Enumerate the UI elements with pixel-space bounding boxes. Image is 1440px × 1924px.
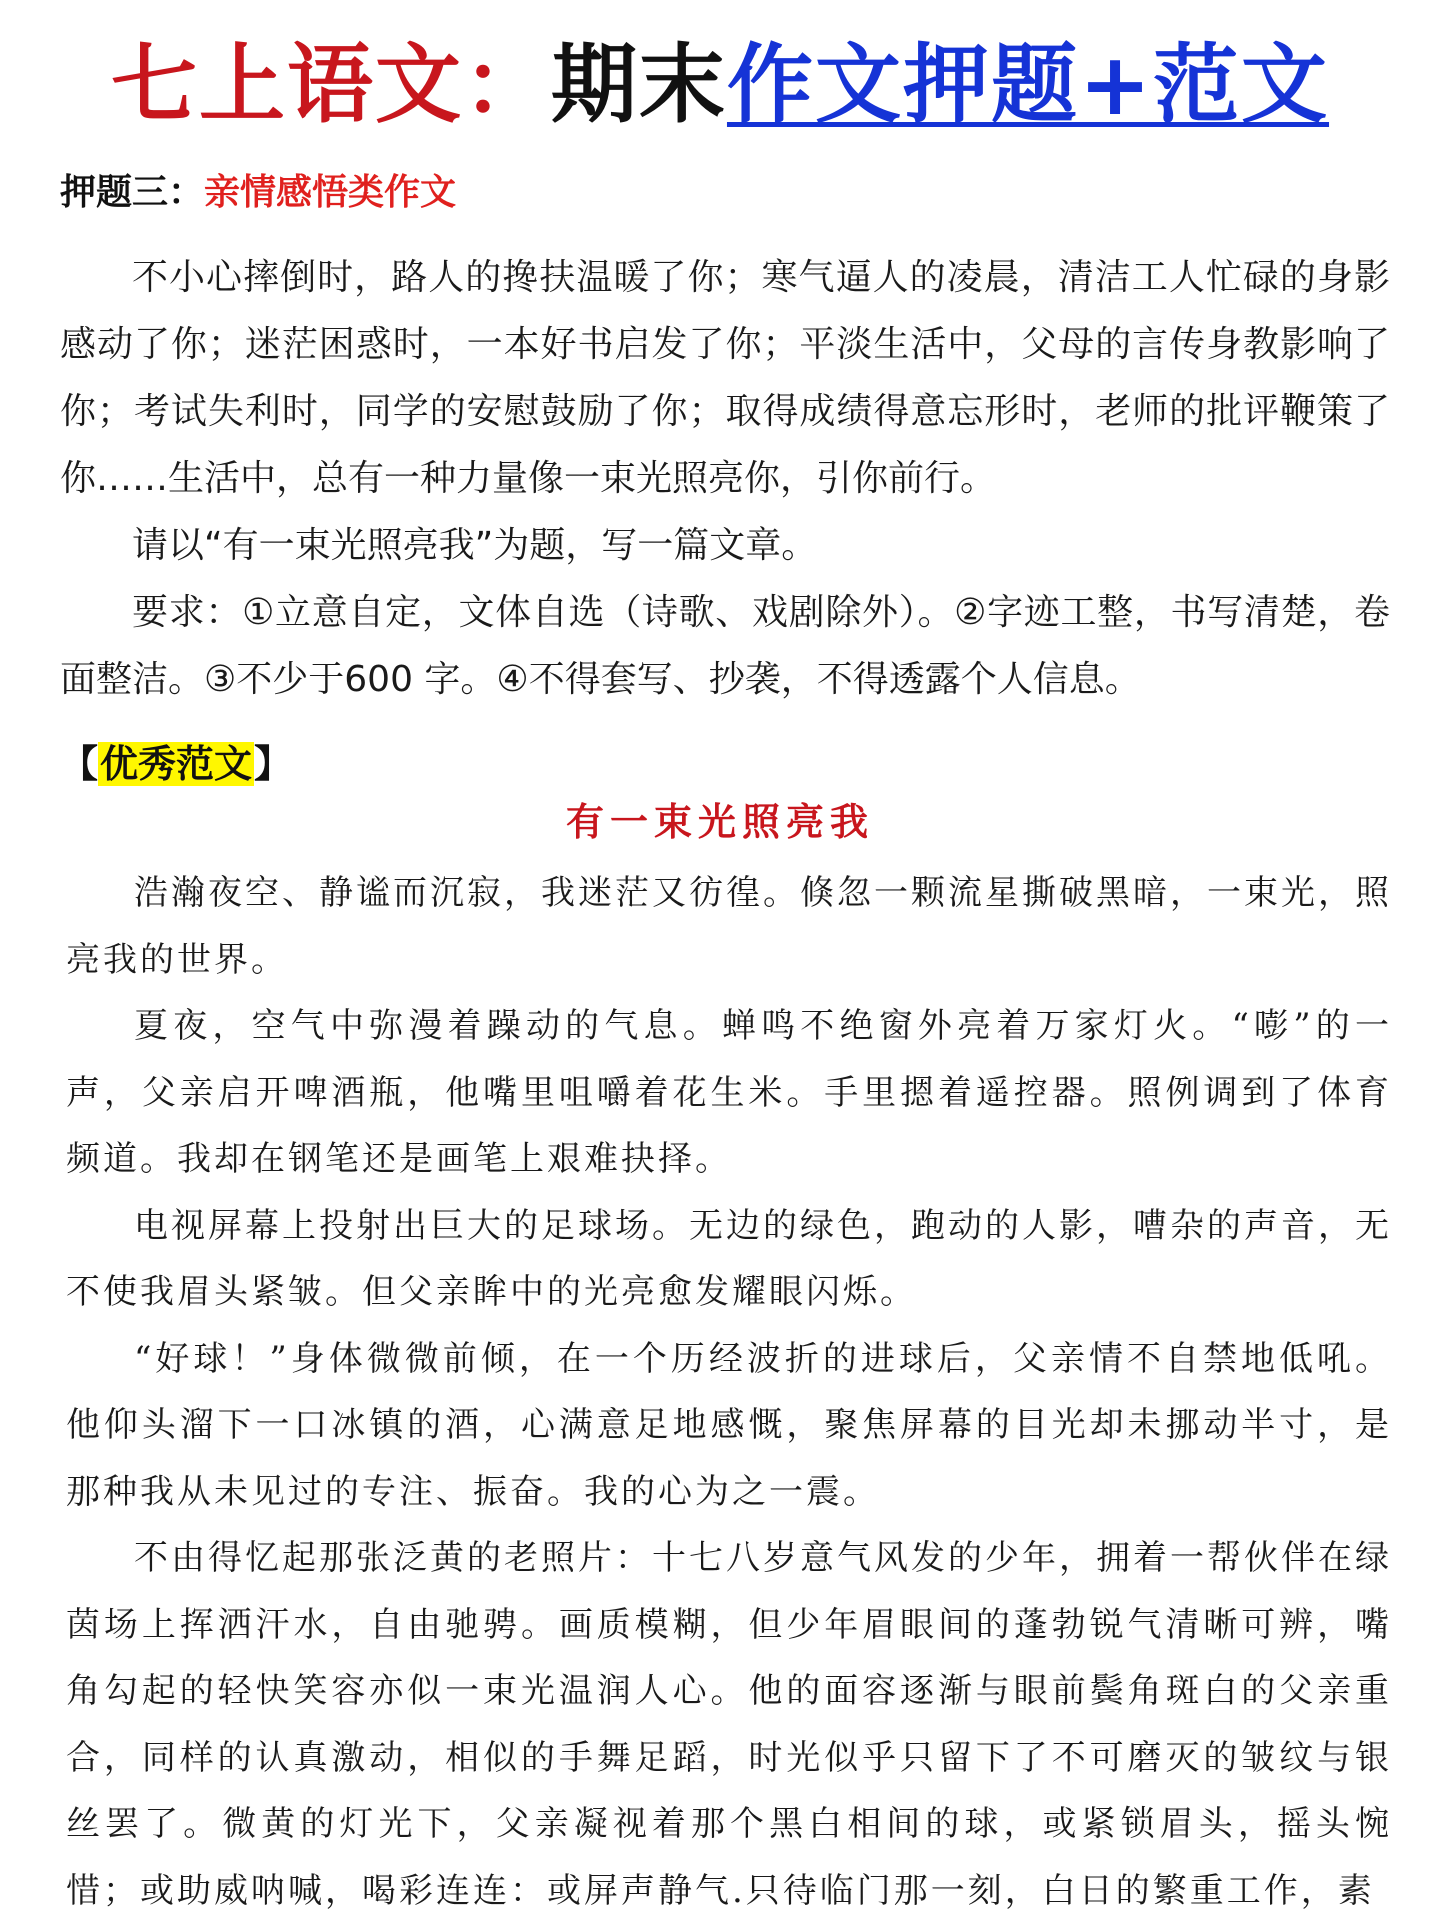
title-topic: 作文押题+范文 bbox=[726, 35, 1330, 135]
essay-paragraph: “好球！”身体微微前倾，在一个历经波折的进球后，父亲情不自禁地低吼。他仰头溜下一口冰镇的酒，心满意足地感慨，聚焦屏幕的目光却未挪动半寸，是那种我从未见过的专注、振奋。我的心为之一震。 bbox=[66, 1338, 1392, 1512]
prompt-instruction: 请以“有一束光照亮我”为题，写一篇文章。 bbox=[132, 525, 818, 566]
section-label: 押题三： bbox=[60, 172, 205, 213]
title-term: 期末 bbox=[550, 35, 727, 135]
section-topic: 亲情感悟类作文 bbox=[204, 172, 457, 213]
sample-essay-tag bbox=[60, 736, 292, 792]
essay-body bbox=[66, 860, 1392, 1924]
bracket-close: 】 bbox=[254, 742, 293, 786]
section-heading bbox=[60, 168, 456, 218]
essay-paragraph: 夏夜，空气中弥漫着躁动的气息。蝉鸣不绝窗外亮着万家灯火。“嘭”的一声，父亲启开啤酒瓶，他嘴里咀嚼着花生米。手里摁着遥控器。照例调到了体育频道。我却在钢笔还是画笔上艰难抉择。 bbox=[66, 1006, 1392, 1179]
essay-paragraph: 电视屏幕上投射出巨大的足球场。无边的绿色，跑动的人影，嘈杂的声音，无不使我眉头紧皱。但父亲眸中的光亮愈发耀眼闪烁。 bbox=[66, 1205, 1392, 1312]
page-title bbox=[0, 30, 1440, 140]
prompt-paragraph: 不小心摔倒时，路人的搀扶温暖了你；寒气逼人的凌晨，清洁工人忙碌的身影感动了你；迷茫困惑时，一本好书启发了你；平淡生活中，父母的言传身教影响了你；考试失利时，同学的安慰鼓励了你；取得成绩得意忘形时，老师的批评鞭策了你……生活中，总有一种力量像一束光照亮你，引你前行。 bbox=[60, 257, 1390, 499]
essay-title: 有一束光照亮我 bbox=[565, 799, 874, 844]
essay-paragraph: 不由得忆起那张泛黄的老照片：十七八岁意气风发的少年，拥着一帮伙伴在绿茵场上挥洒汗水，自由驰骋。画质模糊，但少年眉眼间的蓬勃锐气清晰可辨，嘴角勾起的轻快笑容亦似一束光温润人心。他的面容逐渐与眼前鬓角斑白的父亲重合，同样的认真激动，相似的手舞足蹈，时光似乎只留下了不可磨灭的皱纹与银丝罢了。微黄的灯光下，父亲凝视着那个黑白相间的球，或紧锁眉头，摇头惋惜；或助威呐喊，喝彩连连：或屏声静气.只待临门那一刻，白日的繁重工作，素 bbox=[66, 1538, 1392, 1911]
essay-paragraph: 浩瀚夜空、静谧而沉寂，我迷茫又彷徨。倏忽一颗流星撕破黑暗，一束光，照亮我的世界。 bbox=[66, 873, 1392, 980]
sample-label-highlight: 优秀范文 bbox=[100, 742, 253, 786]
essay-prompt bbox=[60, 244, 1390, 713]
prompt-requirements: 要求：①立意自定，文体自选（诗歌、戏剧除外）。②字迹工整，书写清楚，卷面整洁。③不少于600 字。④不得套写、抄袭，不得透露个人信息。 bbox=[60, 592, 1390, 700]
title-subject: 七上语文： bbox=[110, 35, 551, 135]
bracket-open: 【 bbox=[60, 742, 99, 786]
